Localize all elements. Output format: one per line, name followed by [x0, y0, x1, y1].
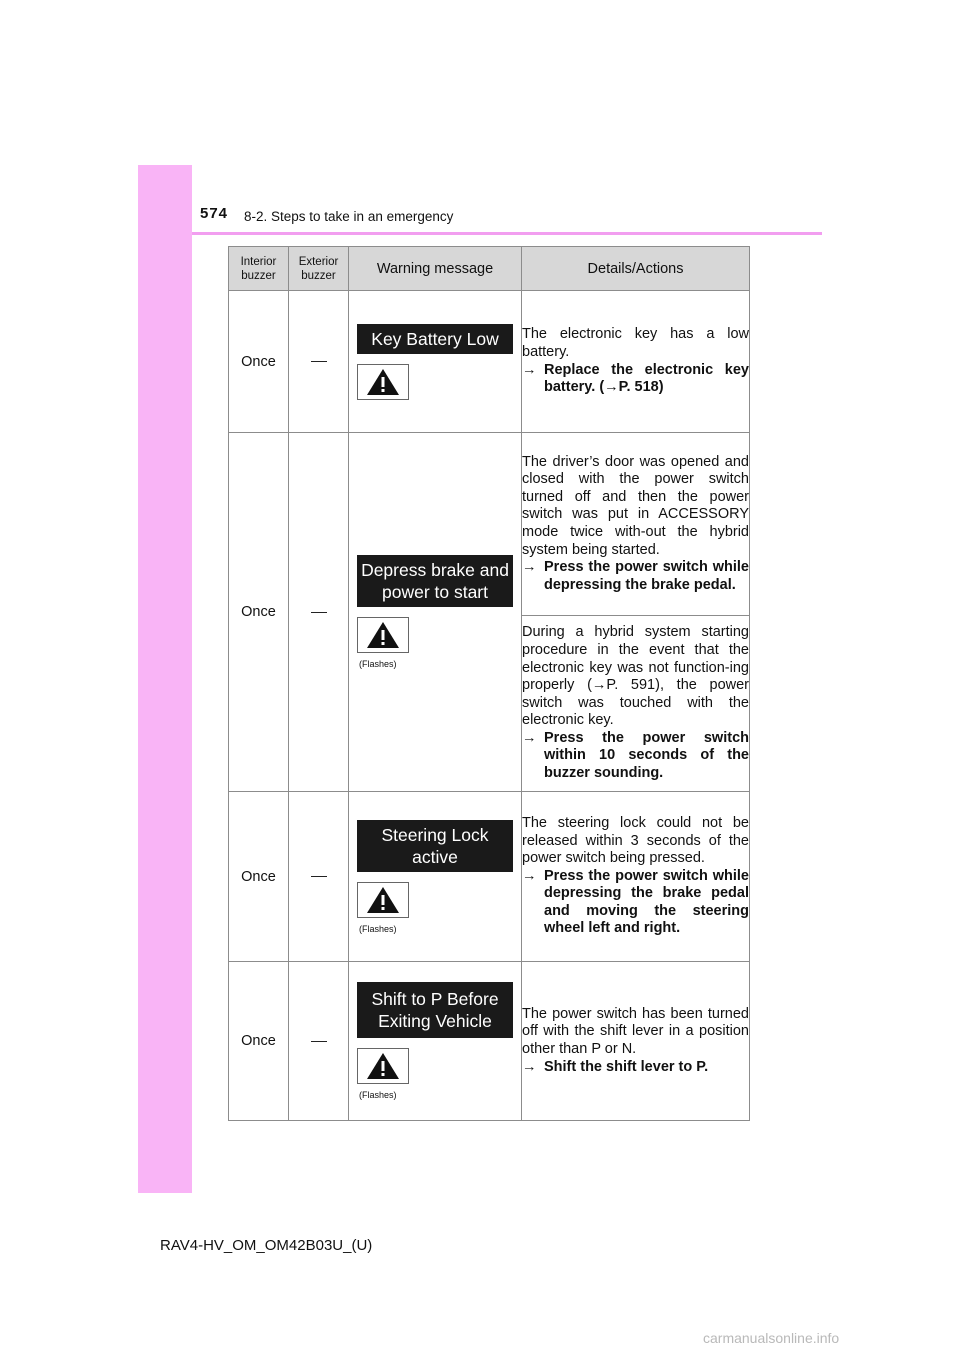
- document-code: RAV4-HV_OM_OM42B03U_(U): [160, 1237, 373, 1254]
- details-cell: [522, 616, 750, 792]
- detail-description: The driver’s door was opened and closed with the power switch turned off and then the power switch was put in ACCESSORY mode twice with-out the hybrid system being started.: [522, 453, 749, 558]
- exterior-buzzer-cell: [289, 291, 349, 433]
- interior-buzzer-cell: Once: [229, 291, 289, 433]
- col-exterior-buzzer: Exterior buzzer: [289, 247, 349, 291]
- display-message: Depress brake and power to start: [357, 555, 513, 607]
- none-dash: [311, 876, 327, 877]
- section-side-tab: [138, 165, 192, 1193]
- table-row: [229, 962, 750, 1121]
- details-cell: [522, 433, 750, 616]
- col-details-actions: Details/Actions: [522, 247, 750, 291]
- details-cell: [522, 962, 750, 1121]
- warning-message-cell: [349, 962, 522, 1121]
- table-header-row: [229, 247, 750, 291]
- flashes-note: (Flashes): [359, 923, 397, 934]
- warning-message-cell: [349, 433, 522, 792]
- table-row: [229, 291, 750, 433]
- flashes-note: (Flashes): [359, 659, 397, 669]
- arrow-icon: →: [522, 559, 537, 576]
- warning-triangle-icon: [357, 364, 409, 400]
- arrow-icon: →: [522, 867, 537, 884]
- warning-message-cell: [349, 291, 522, 433]
- details-cell: [522, 291, 750, 433]
- detail-action: → Replace the electronic key battery. (→P. 518): [522, 361, 749, 396]
- none-dash: [311, 361, 327, 362]
- table-row: [229, 433, 750, 616]
- none-dash: [311, 612, 327, 613]
- warning-message-cell: [349, 792, 522, 962]
- exterior-buzzer-cell: [289, 962, 349, 1121]
- exterior-buzzer-cell: [289, 433, 349, 792]
- col-warning-message: Warning message: [349, 247, 522, 291]
- header-rule: [192, 232, 822, 235]
- interior-buzzer-cell: Once: [229, 962, 289, 1121]
- warning-triangle-icon: [357, 617, 409, 653]
- warning-message-table: [228, 246, 750, 1121]
- interior-buzzer-cell: Once: [229, 792, 289, 962]
- flashes-note: (Flashes): [359, 1090, 397, 1100]
- page-number: 574: [200, 205, 229, 222]
- details-cell: [522, 792, 750, 962]
- detail-description: The steering lock could not be released within 3 seconds of the power switch being pressed.: [522, 814, 749, 867]
- exterior-buzzer-cell: [289, 792, 349, 962]
- detail-action: → Press the power switch while depressing the brake pedal and moving the steering wheel left and right.: [522, 867, 749, 937]
- detail-action: → Press the power switch within 10 seconds of the buzzer sounding.: [522, 729, 749, 782]
- col-interior-buzzer: Interior buzzer: [229, 247, 289, 291]
- warning-triangle-icon: [357, 1048, 409, 1084]
- table-row: [229, 792, 750, 962]
- arrow-icon: →: [522, 1058, 537, 1075]
- arrow-icon: →: [522, 729, 537, 746]
- watermark: carmanualsonline.info: [703, 1330, 840, 1346]
- detail-description: The power switch has been turned off with the shift lever in a position other than P or N.: [522, 1005, 749, 1057]
- display-message: Steering Lock active: [357, 820, 513, 872]
- section-title: 8-2. Steps to take in an emergency: [244, 209, 454, 224]
- display-message: Shift to P Before Exiting Vehicle: [357, 982, 513, 1038]
- detail-description: The electronic key has a low battery.: [522, 326, 749, 360]
- warning-triangle-icon: [357, 882, 409, 918]
- none-dash: [311, 1041, 327, 1042]
- detail-action: → Press the power switch while depressing the brake pedal.: [522, 559, 749, 593]
- display-message: Key Battery Low: [357, 324, 513, 354]
- arrow-icon: →: [522, 361, 537, 378]
- detail-description: During a hybrid system starting procedure in the event that the electronic key was not function-ing properly (→P. 591), the power switch was touched with the electronic key.: [522, 624, 749, 729]
- detail-action: → Shift the shift lever to P.: [522, 1058, 709, 1075]
- interior-buzzer-cell: Once: [229, 433, 289, 792]
